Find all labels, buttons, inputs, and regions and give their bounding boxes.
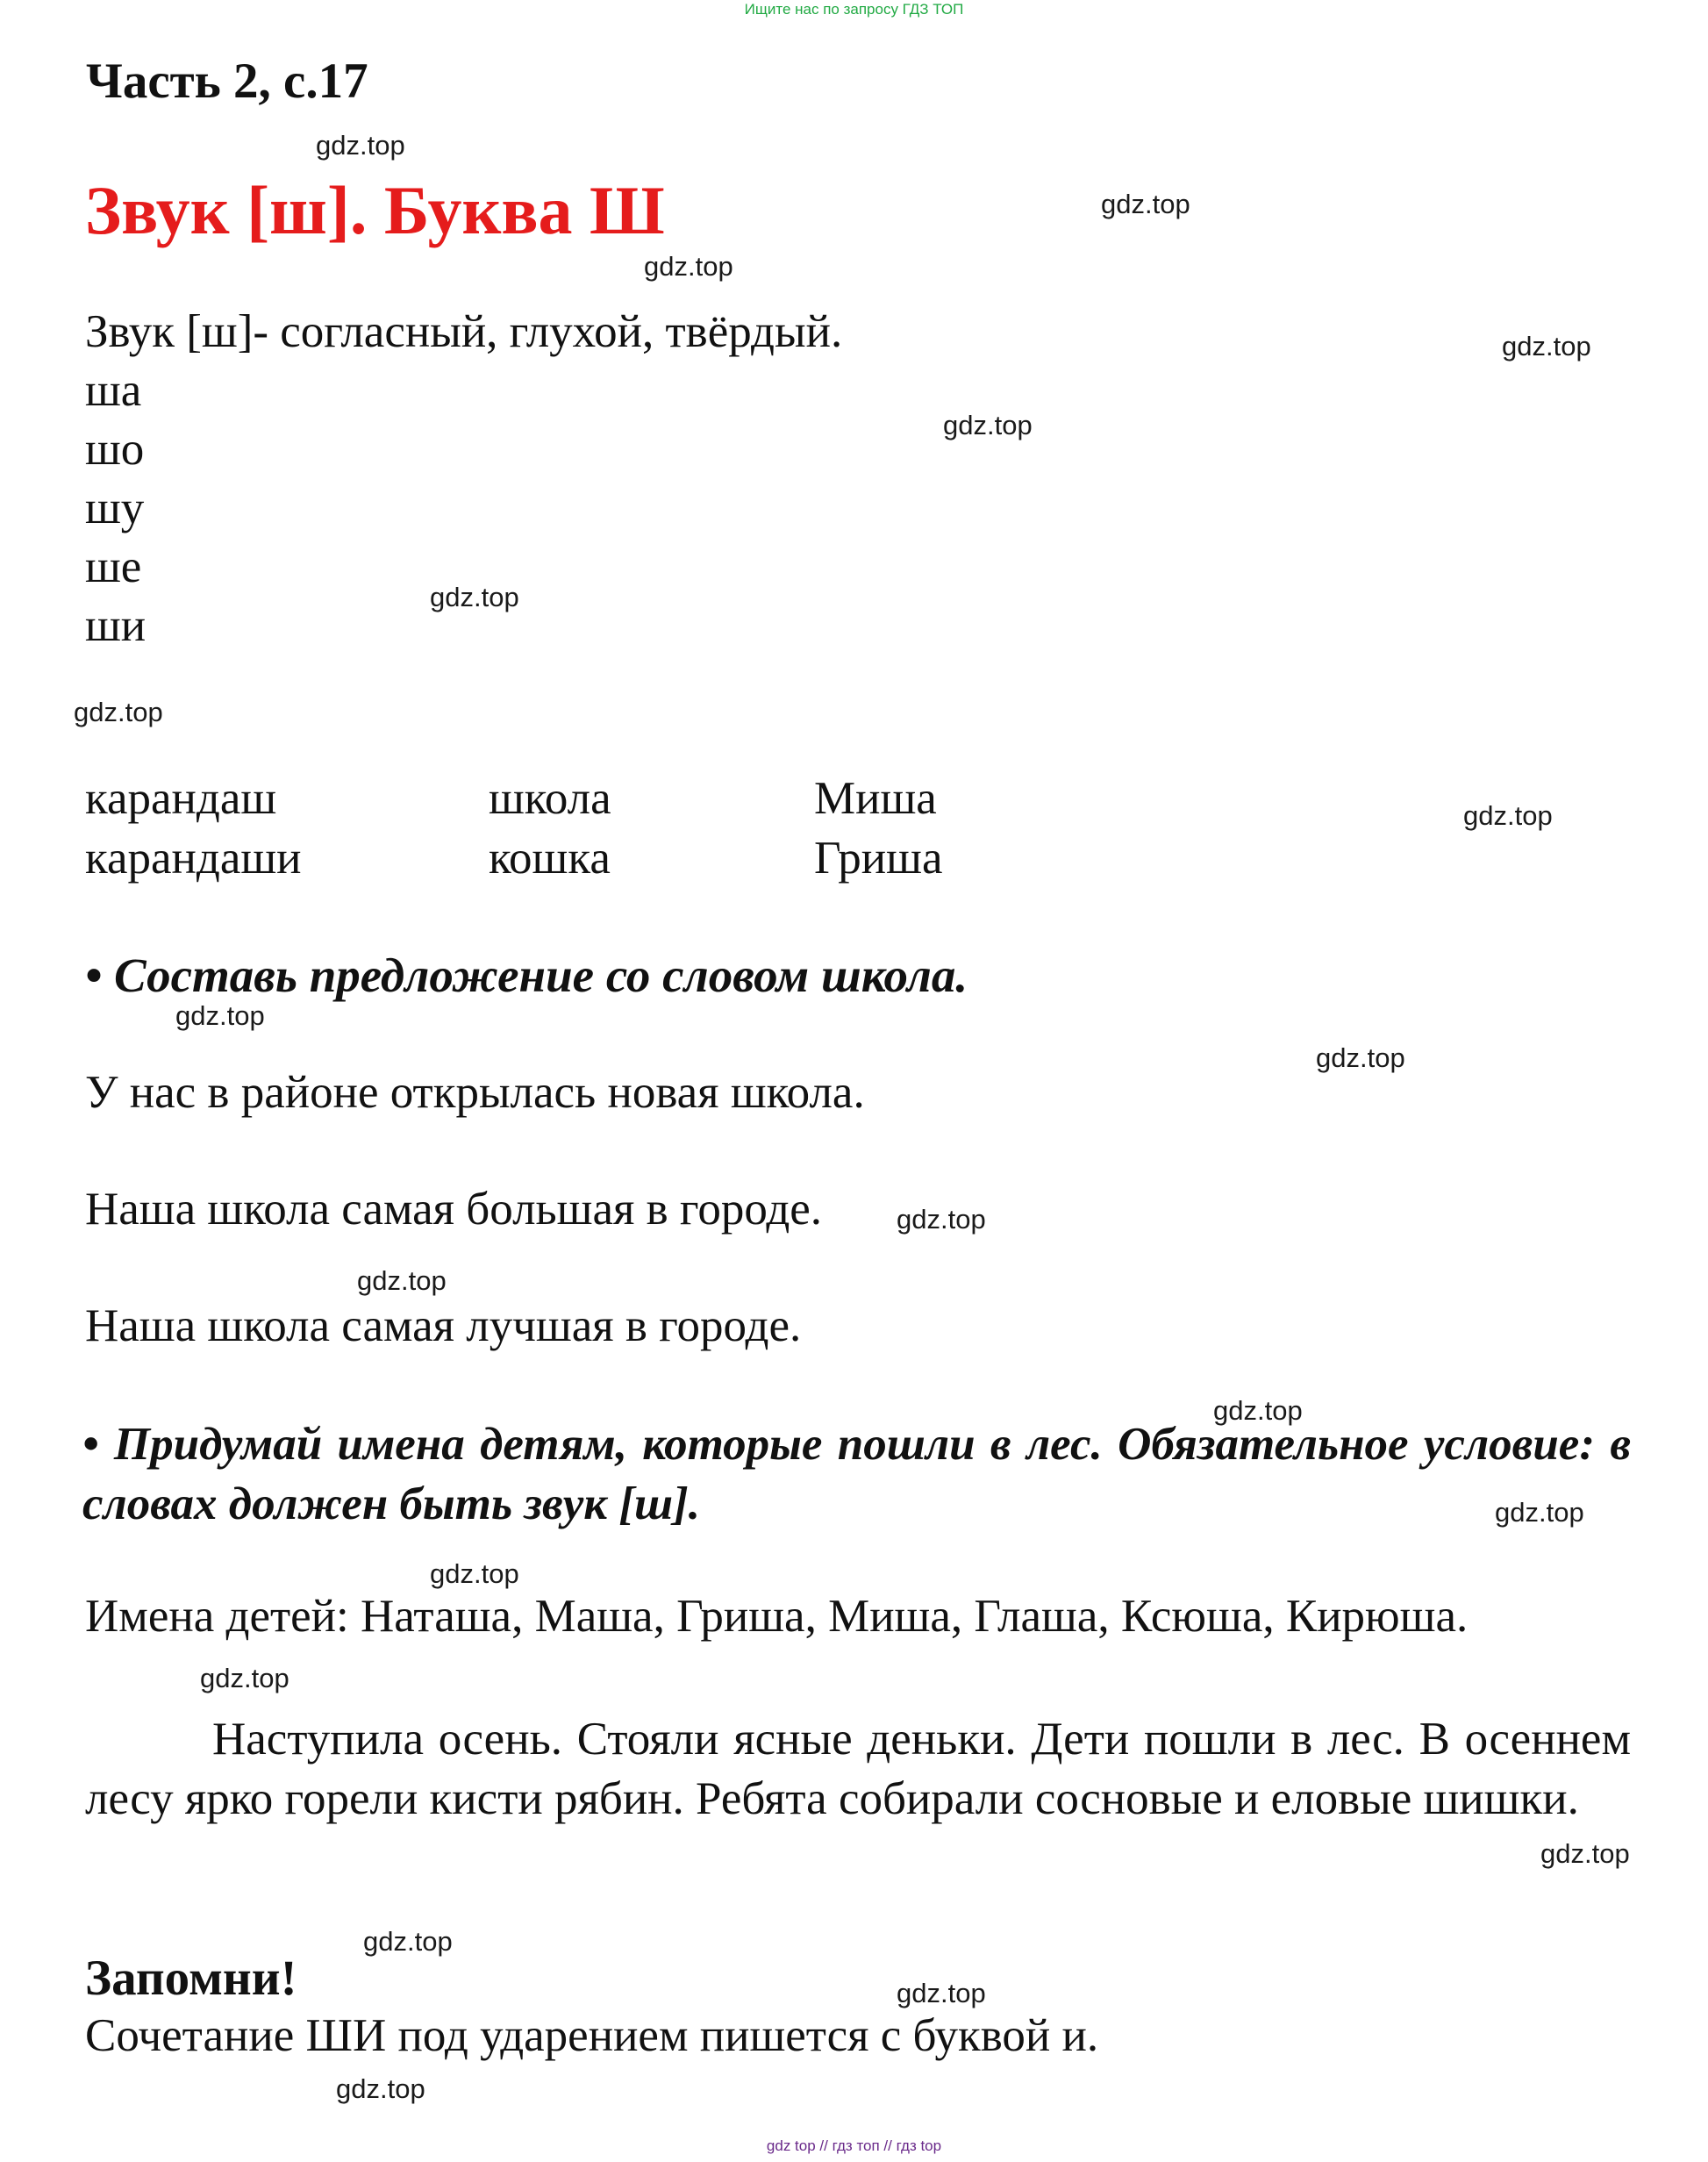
watermark: gdz.top	[430, 1558, 519, 1589]
task1-prompt: • Составь предложение со словом школа.	[85, 949, 968, 1002]
task1-sentence: У нас в районе открылась новая школа.	[85, 1067, 865, 1118]
word: Миша	[814, 773, 937, 824]
remember-rule: Сочетание ШИ под ударением пишется с буквой и.	[85, 2010, 1099, 2061]
watermark: gdz.top	[1540, 1838, 1630, 1869]
word: карандаши	[85, 833, 302, 884]
watermark: gdz.top	[1463, 800, 1553, 831]
story-paragraph: Наступила осень. Стояли ясные деньки. Дети пошли в лес. В осеннем лесу ярко горели кисти рябин. Ребята собирали сосновые и еловые шишки.	[85, 1714, 1631, 1824]
remember-title: Запомни!	[85, 1951, 297, 2006]
watermark: gdz.top	[897, 1204, 986, 1235]
watermark: gdz.top	[74, 697, 163, 727]
watermark: gdz.top	[430, 582, 519, 612]
word: школа	[489, 773, 611, 824]
children-names: Имена детей: Наташа, Маша, Гриша, Миша, Глаша, Ксюша, Кирюша.	[85, 1591, 1469, 1642]
syllable: шу	[85, 483, 145, 533]
task2-prompt: • Придумай имена детям, которые пошли в лес. Обязательное условие: в словах должен быть звук [ш].	[82, 1419, 1631, 1529]
watermark: gdz.top	[200, 1663, 289, 1693]
sound-description: Звук [ш]- согласный, глухой, твёрдый.	[85, 306, 843, 357]
watermark: gdz.top	[1502, 331, 1591, 362]
top-banner: Ищите нас по запросу ГДЗ ТОП	[744, 1, 964, 18]
watermark: gdz.top	[357, 1265, 447, 1296]
syllable: ше	[85, 541, 142, 592]
watermark: gdz.top	[363, 1926, 453, 1957]
watermark: gdz.top	[1495, 1497, 1584, 1528]
task1-sentence: Наша школа самая лучшая в городе.	[85, 1300, 802, 1351]
watermark: gdz.top	[336, 2073, 425, 2104]
page-label: Часть 2, с.17	[86, 54, 368, 109]
watermark: gdz.top	[316, 130, 405, 161]
word: кошка	[489, 833, 611, 884]
word: Гриша	[814, 833, 943, 884]
watermark: gdz.top	[943, 410, 1033, 440]
syllable: ши	[85, 600, 147, 651]
task1-sentence: Наша школа самая большая в городе.	[85, 1184, 823, 1235]
watermark: gdz.top	[175, 1000, 265, 1031]
word: карандаш	[85, 773, 277, 824]
watermark: gdz.top	[1316, 1042, 1405, 1073]
watermark: gdz.top	[897, 1978, 986, 2008]
syllable: ша	[85, 365, 142, 416]
watermark: gdz.top	[1101, 189, 1190, 219]
lesson-title: Звук [ш]. Буква Ш	[85, 172, 665, 248]
watermark: gdz.top	[1213, 1395, 1303, 1426]
syllable: шо	[85, 424, 145, 475]
watermark: gdz.top	[644, 251, 733, 282]
bottom-banner: gdz top // гдз топ // гдз top	[766, 2137, 942, 2154]
